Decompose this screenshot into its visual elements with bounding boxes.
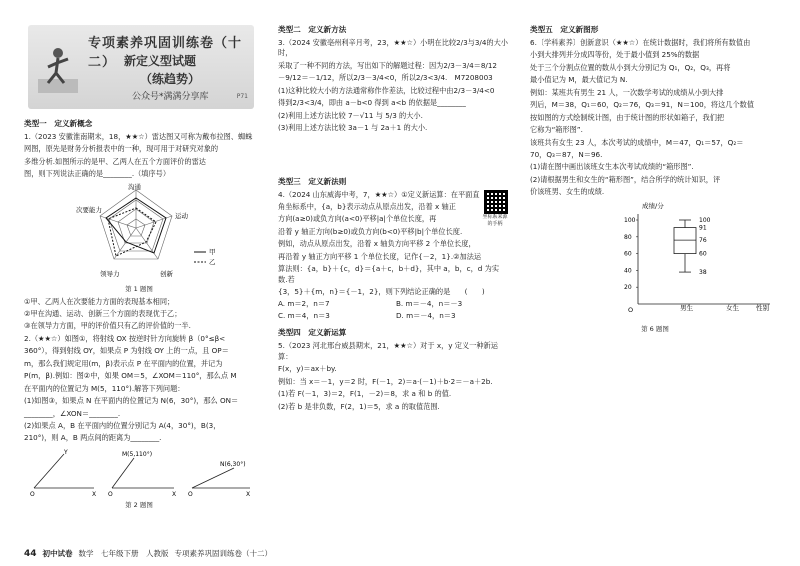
question-4: 坐标系来源的手柄 4.（2024 山东威海中考，7，★★☆）①定义新运算：在平面直 角坐标系中，{a，b}表示动点从原点出发，沿着 x 轴正 方向(a≥0)或负方向(a<0)平移|a|个单位长度，再 沿着 y 轴正方向(b≥0)或负方向(b<0)平移|b|个单位长度. 例如，动点从原点出发，沿着 x 轴负方向平移 2 个单位长度， 再沿着 y 轴正方向平移 1 个单位长度，记作{－2，1}.②加法运 算法则：{a，b}＋{c，d}＝{a＋c，b＋d}，其中 a，b，c，d 为实数.若 {3，5}＋{m，n}＝{－1，2}，则下列结论正确的是 ( ) A. m＝2，n＝7 B. m＝－4，n＝－3 C. m＝4，n＝3 D. m＝－4，n＝3 [278, 189, 508, 320]
radar-label-leadership: 领导力 [100, 269, 120, 278]
legend-jia: 甲 [209, 247, 216, 256]
banner-title: 专项素养巩固训练卷（十二） [88, 36, 243, 70]
radar-label-sport: 运动 [175, 211, 188, 220]
chart-y-axis-label: 成绩/分 [642, 201, 664, 210]
option-c[interactable]: C. m＝4，n＝3 [278, 310, 330, 320]
point-n-label: N(6,30°) [220, 460, 246, 468]
box-body [674, 227, 696, 253]
column-3 [530, 18, 780, 337]
point-m-label: M(5,110°) [122, 450, 153, 458]
box-value-label: 60 [699, 250, 707, 258]
chart-ytick-label: 20 [624, 283, 632, 291]
chart-x-male: 男生 [680, 303, 693, 312]
chart-ytick-label: 100 [624, 216, 636, 224]
box-value-label: 38 [699, 268, 707, 276]
radar-chart-figure [24, 182, 254, 280]
option-b[interactable]: B. m＝－4，n＝－3 [396, 299, 463, 309]
page-footer [24, 548, 272, 561]
svg-text:X: X [172, 490, 177, 496]
svg-text:O: O [108, 490, 113, 496]
svg-text:Y: Y [64, 448, 68, 456]
footer-title: 专项素养巩固训练卷（十二） [174, 549, 273, 559]
footer-subject: 数学 七年级下册 人教版 [78, 549, 169, 559]
radar-label-innovation: 创新 [160, 269, 173, 278]
section-heading-1: 类型一 定义新概念 [24, 119, 93, 128]
svg-text:X: X [246, 490, 251, 496]
radar-label-secondary: 次要能力 [76, 205, 102, 214]
question-5: 5.（2023 河北邢台威县期末，21，★★☆）对于 x，y 定义一种新运算： F(x，y)＝ax＋by. 例如：当 x＝－1，y＝2 时，F(－1，2)＝a·(－1)＋b·2＝－a＋2b. (1)若 F(－1，3)＝2，F(1，－2)＝8，求 a 和 b 的值. (2)若 b 是非负数，F(2，1)＝5，求 a 的取值范围. [278, 341, 498, 411]
qr-code-icon[interactable] [484, 190, 508, 214]
question-6: 6.〔学科素养〕创新意识（★★☆）在统计数据时，我们将所有数值由 小到大排列并分成四等份，处于最小值到 25%的数据 处于三个分割点位置的数从小到大分别记为 Q₁，Q₂，Q₃，再将 最小值记为 M，最大值记为 N. 例如：某班共有男生 21 人，一次数学考试的成绩从小到大排 列后，M＝38，Q₁＝60，Q₂＝76，Q₃＝91，N＝100，将这几个数值 按如图的方式绘制统计图，由于统计图的形状如箱子，我们把 它称为“箱形图”. 该班共有女生 23 人，本次考试的成绩中，M＝47，Q₁＝57，Q₂＝ 70，Q₃＝87，N＝96. (1)请在图中画出该班女生本次考试成绩的“箱形图”. (2)请根据男生和女生的“箱形图”，结合所学的统计知识，评 价该班男、女生的成绩. [530, 38, 755, 197]
banner-tag: （练趋势） [140, 72, 201, 86]
figure-2-rays [24, 446, 254, 496]
question-1: 1.（2023 安徽淮南期末，18，★★☆）雷达图又可称为戴布拉图、蜘蛛 网图，原先是财务分析报表中的一种，现可用于对研究对象的 多维分析.如图所示的是甲、乙两人在五个方面评价的雷达 图，则下列说法正确的是________.（填序号） [24, 132, 253, 179]
svg-text:O: O [30, 490, 35, 496]
section-heading-2: 类型二 定义新方法 [278, 25, 347, 34]
section-heading-4: 类型四 定义新运算 [278, 328, 347, 338]
section-heading-3: 类型三 定义新法则 [278, 176, 347, 186]
question-4-options-row-2 [278, 311, 508, 321]
box-plot-chart [530, 200, 780, 320]
box-value-label: 76 [699, 236, 707, 244]
chart-x-female: 女生 [726, 303, 739, 312]
title-banner [28, 25, 254, 109]
qr-caption: 坐标系来源的手柄 [482, 213, 508, 227]
chart-ytick-label: 40 [624, 267, 632, 275]
radar-label-communication: 沟通 [128, 182, 141, 191]
legend-yi: 乙 [209, 257, 216, 266]
section-heading-5: 类型五 定义新图形 [530, 25, 599, 34]
option-d[interactable]: D. m＝－4，n＝3 [396, 310, 456, 320]
footer-brand: 初中试卷 [42, 549, 73, 559]
question-4-options-row-1 [278, 299, 508, 309]
question-1-options: ①甲、乙两人在次要能力方面的表现基本相同； ②甲在沟通、运动、创新三个方面的表现优于乙； ③在领导力方面，甲的评价值只有乙的评价值的一半. [24, 296, 191, 331]
svg-text:O: O [188, 490, 193, 496]
page-number: 44 [24, 549, 37, 559]
question-2: 2.（★★☆）如图①，将射线 OX 按逆时针方向旋转 β（0°≤β< 360°），得到射线 OY，如果点 P 为射线 OY 上的一点，且 OP＝ m，那么我们规定用(m，β)表示点 P 在平面内的位置，并记为 P(m，β).例如：图②中，如果 OM＝5，∠XOM＝110°，那么点 M 在平面内的位置记为 M(5，110°).解答下列问题： (1)如图③，如果点 N 在平面内的位置记为 N(6，30°)，那么 ON＝ ________，∠XON＝________. (2)如果点 A，B 在平面内的位置分别记为 A(4，30°)，B(3， 210°)，则 A，B 两点间的距离为________. [24, 333, 239, 443]
column-1 [24, 112, 254, 513]
page-ref: P71 [236, 93, 248, 100]
box-value-label: 100 [699, 216, 711, 224]
box-value-label: 91 [699, 224, 707, 232]
chart-ytick-label: 80 [624, 233, 632, 241]
chart-origin-label: O [628, 305, 634, 314]
option-a[interactable]: A. m＝2，n＝7 [278, 299, 330, 309]
chart-ytick-label: 60 [624, 250, 632, 258]
svg-text:X: X [92, 490, 97, 496]
figure-2-caption: 第 2 题图 [125, 501, 153, 510]
banner-subtitle: 新定义型试题 [124, 54, 197, 68]
column-2 [278, 18, 508, 414]
question-3: 3.（2024 安徽亳州利辛月考，23，★★☆）小明在比较2/3与3/4的大小时， 采取了一种不同的方法，写出如下的解题过程：因为2/3－3/4＝8/12 －9/12＝－1/12，所以2/3－3/4<0，所以2/3<3/4. M7208003 (1)这种比较大小的方法通常称作作差法，比较过程中由2/3－3/4<0 得到2/3<3/4，即由 a－b<0 得到 a<b 的依据是________ (2)利用上述方法比较 7－√11 与 5/3 的大小. (3)利用上述方法比较 3a－1 与 2a＋1 的大小. [278, 38, 508, 133]
figure-6-caption: 第 6 题图 [641, 325, 669, 334]
figure-1-caption: 第 1 题图 [125, 285, 153, 294]
chart-x-axis-label: 性别 [756, 303, 769, 312]
runner-illustration-icon [34, 39, 82, 99]
watermark: 公众号*满满分享库 [132, 92, 209, 102]
